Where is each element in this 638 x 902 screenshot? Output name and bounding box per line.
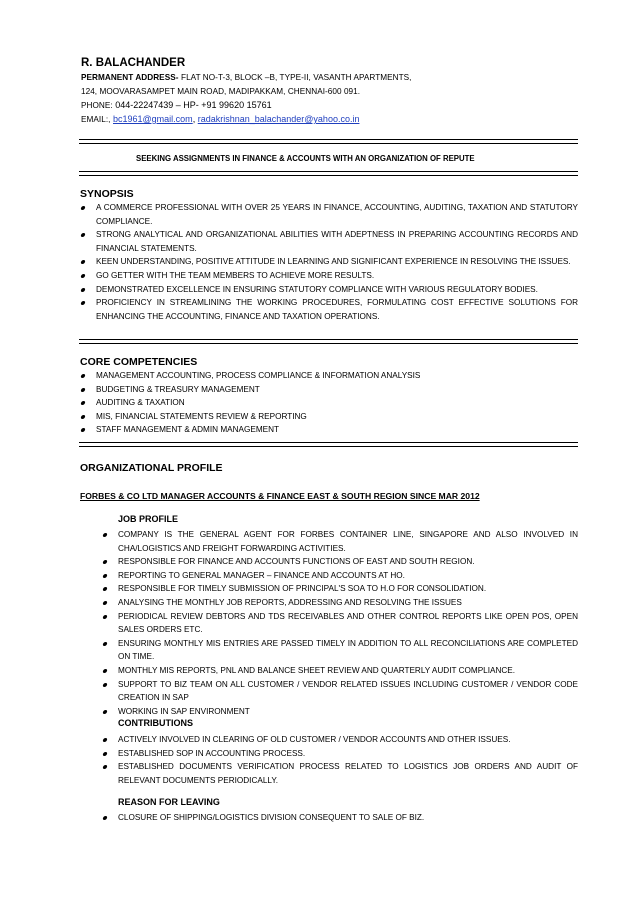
list-item: RESPONSIBLE FOR TIMELY SUBMISSION OF PRINCIPAL'S SOA TO H.O FOR CONSOLIDATION. [118,582,578,596]
list-item: RESPONSIBLE FOR FINANCE AND ACCOUNTS FUNCTIONS OF EAST AND SOUTH REGION. [118,555,578,569]
list-item: DEMONSTRATED EXCELLENCE IN ENSURING STATUTORY COMPLIANCE WITH VARIOUS REGULATORY BODIES. [96,283,578,297]
list-item: PROFICIENCY IN STREAMLINING THE WORKING PROCEDURES, FORMULATING COST EFFECTIVE SOLUTIONS FOR ENHANCING THE ACCOUNTING, FINANCE AND TAXATION OPERATIONS. [96,296,578,323]
email-link-primary[interactable]: bc1961@gmail.com [113,114,193,124]
list-item: AUDITING & TAXATION [96,396,578,410]
phone-label: PHONE: [81,101,113,110]
divider [79,171,578,172]
list-item: MIS, FINANCIAL STATEMENTS REVIEW & REPORTING [96,410,578,424]
divider [79,143,578,144]
divider [79,343,578,344]
divider [79,139,578,140]
list-item: CLOSURE OF SHIPPING/LOGISTICS DIVISION CONSEQUENT TO SALE OF BIZ. [118,811,578,825]
address-value: FLAT NO-T-3, BLOCK –B, TYPE-II, VASANTH APARTMENTS, [181,73,412,82]
job-profile-list [118,528,578,718]
list-item: BUDGETING & TREASURY MANAGEMENT [96,383,578,397]
list-item: A COMMERCE PROFESSIONAL WITH OVER 25 YEARS IN FINANCE, ACCOUNTING, AUDITING, TAXATION AND STATUTORY COMPLIANCE. [96,201,578,228]
job-profile-heading: JOB PROFILE [118,514,179,524]
phone-line [81,100,272,110]
list-item: GO GETTER WITH THE TEAM MEMBERS TO ACHIEVE MORE RESULTS. [96,269,578,283]
list-item: MANAGEMENT ACCOUNTING, PROCESS COMPLIANCE & INFORMATION ANALYSIS [96,369,578,383]
org-profile-heading: ORGANIZATIONAL PROFILE [80,462,223,474]
list-item: ESTABLISHED DOCUMENTS VERIFICATION PROCESS RELATED TO LOGISTICS JOB ORDERS AND AUDIT OF RELEVANT DOCUMENTS PERIODICALLY. [118,760,578,787]
list-item: SUPPORT TO BIZ TEAM ON ALL CUSTOMER / VENDOR RELATED ISSUES INCLUDING CUSTOMER / VENDOR CODE CREATION IN SAP [118,678,578,705]
competencies-list [96,369,578,437]
list-item: KEEN UNDERSTANDING, POSITIVE ATTITUDE IN LEARNING AND SIGNIFICANT EXPERIENCE IN RESOLVING THE ISSUES. [96,255,578,269]
synopsis-heading: SYNOPSIS [80,188,134,200]
phone-value: 044-22247439 – HP- +91 99620 15761 [115,100,272,110]
list-item: WORKING IN SAP ENVIRONMENT [118,705,578,719]
reason-list [118,811,578,825]
email-label: EMAIL:, [81,115,111,124]
reason-heading: REASON FOR LEAVING [118,797,220,807]
address-line-2: 124, MOOVARASAMPET MAIN ROAD, MADIPAKKAM, CHENNAI-600 091. [81,87,361,96]
list-item: ANALYSING THE MONTHLY JOB REPORTS, ADDRESSING AND RESOLVING THE ISSUES [118,596,578,610]
contributions-list [118,733,578,787]
list-item: MONTHLY MIS REPORTS, PNL AND BALANCE SHEET REVIEW AND QUARTERLY AUDIT COMPLIANCE. [118,664,578,678]
list-item: STRONG ANALYTICAL AND ORGANIZATIONAL ABILITIES WITH ADEPTNESS IN PREPARING ACCOUNTING RECORDS AND FINANCIAL STATEMENTS. [96,228,578,255]
divider [79,446,578,447]
list-item: STAFF MANAGEMENT & ADMIN MANAGEMENT [96,423,578,437]
divider [79,175,578,176]
divider [79,442,578,443]
list-item: PERIODICAL REVIEW DEBTORS AND TDS RECEIVABLES AND OTHER CONTROL REPORTS LIKE OPEN POS, OPEN SALES ORDERS ETC. [118,610,578,637]
divider [79,339,578,340]
synopsis-list [96,201,578,323]
list-item: REPORTING TO GENERAL MANAGER – FINANCE AND ACCOUNTS AT HO. [118,569,578,583]
career-objective: SEEKING ASSIGNMENTS IN FINANCE & ACCOUNTS WITH AN ORGANIZATION OF REPUTE [136,154,475,163]
address-label: PERMANENT ADDRESS- [81,73,179,82]
email-line [81,114,359,124]
contributions-heading: CONTRIBUTIONS [118,718,193,728]
email-separator: , [192,114,196,124]
competencies-heading: CORE COMPETENCIES [80,356,198,368]
list-item: COMPANY IS THE GENERAL AGENT FOR FORBES CONTAINER LINE, SINGAPORE AND ALSO INVOLVED IN CHA/LOGISTICS AND FREIGHT FORWARDING ACTIVITIES. [118,528,578,555]
list-item: ENSURING MONTHLY MIS ENTRIES ARE PASSED TIMELY IN ADDITION TO ALL RECONCILIATIONS ARE COMPLETED ON TIME. [118,637,578,664]
company-title: FORBES & CO LTD MANAGER ACCOUNTS & FINANCE EAST & SOUTH REGION SINCE MAR 2012 [80,491,480,501]
email-link-secondary[interactable]: radakrishnan_balachander@yahoo.co.in [197,114,360,124]
address-line-1 [81,72,412,82]
list-item: ACTIVELY INVOLVED IN CLEARING OF OLD CUSTOMER / VENDOR ACCOUNTS AND OTHER ISSUES. [118,733,578,747]
list-item: ESTABLISHED SOP IN ACCOUNTING PROCESS. [118,747,578,761]
candidate-name: R. BALACHANDER [81,57,186,69]
